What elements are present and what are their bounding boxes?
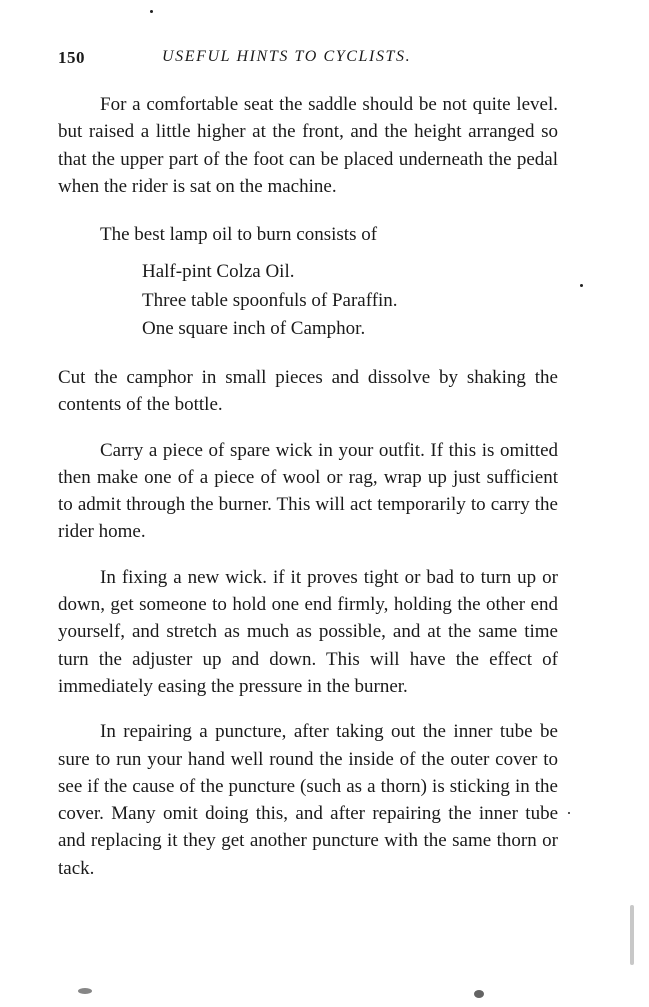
paragraph-new-wick: In fixing a new wick. if it proves tight or bad to turn up or down, get someone to hold one end firmly, holding the other end yourself, and stretch as much as possible, and at the same time turn the adjuster up and down. This will have the effect of immediately easing the pressure in the burner. bbox=[58, 566, 558, 697]
recipe-item: One square inch of Camphor. bbox=[142, 318, 366, 340]
scan-speck bbox=[150, 10, 153, 13]
paragraph-puncture: In repairing a puncture, after taking out the inner tube be sure to run your hand well round the inside of the outer cover to see if the cause of the puncture (such as a thorn) is sticking in the cover. Many omit doing this, and after repairing the inner tube and replacing it they get another puncture with the same thorn or tack. bbox=[58, 721, 558, 879]
page-number: 150 bbox=[58, 48, 85, 67]
recipe-item: Three table spoonfuls of Paraffin. bbox=[142, 289, 398, 311]
scan-speck bbox=[474, 990, 484, 998]
body-text bbox=[58, 91, 558, 882]
paragraph-spare-wick: Carry a piece of spare wick in your outfit. If this is omitted then make one of a piece of wool or rag, wrap up just sufficient to admit through the burner. This will act temporarily to carry the rider home. bbox=[58, 439, 558, 543]
page-header bbox=[58, 48, 578, 72]
scan-speck bbox=[78, 988, 92, 994]
paragraph-lamp-oil: The best lamp oil to burn consists of bbox=[100, 224, 378, 246]
scan-speck bbox=[568, 812, 570, 814]
scan-speck bbox=[630, 905, 634, 965]
running-head: USEFUL HINTS TO CYCLISTS. bbox=[162, 48, 412, 65]
recipe-list bbox=[58, 258, 558, 344]
scan-speck bbox=[580, 284, 583, 287]
recipe-item: Half-pint Colza Oil. bbox=[142, 261, 295, 283]
paragraph-saddle: For a comfortable seat the saddle should be not quite level. but raised a little higher at the front, and the height arranged so that the upper part of the foot can be placed underneath the pedal when the rider is sat on the machine. bbox=[58, 94, 558, 197]
paragraph-camphor: Cut the camphor in small pieces and dissolve by shaking the contents of the bottle. bbox=[58, 366, 558, 416]
